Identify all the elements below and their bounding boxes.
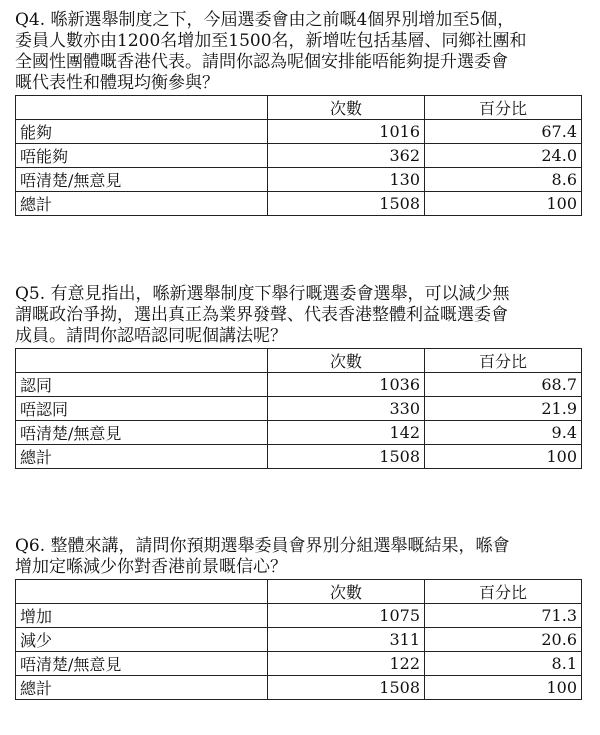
row-count: 1508 [268,676,425,700]
row-percent: 8.1 [425,652,582,676]
row-percent: 20.6 [425,628,582,652]
row-percent: 21.9 [425,397,582,421]
row-label: 唔清楚/無意見 [16,652,268,676]
row-percent: 24.0 [425,144,582,168]
row-label: 唔清楚/無意見 [16,168,268,192]
row-label: 增加 [16,604,268,628]
header-count: 次數 [268,349,425,373]
row-count: 122 [268,652,425,676]
header-percent: 百分比 [425,96,582,120]
table-row [16,604,582,628]
row-percent: 71.3 [425,604,582,628]
results-table [15,95,582,216]
header-blank [16,580,268,604]
row-label: 總計 [16,676,268,700]
table-row-total [16,192,582,216]
header-count: 次數 [268,580,425,604]
row-percent: 68.7 [425,373,582,397]
row-count: 1508 [268,445,425,469]
row-percent: 100 [425,445,582,469]
table-header-row [16,580,582,604]
row-count: 1508 [268,192,425,216]
row-count: 130 [268,168,425,192]
row-count: 311 [268,628,425,652]
row-percent: 100 [425,192,582,216]
row-count: 142 [268,421,425,445]
row-label: 唔認同 [16,397,268,421]
row-label: 認同 [16,373,268,397]
question-text: Q4. 喺新選舉制度之下，今屆選委會由之前嘅4個界別增加至5個， 委員人數亦由1200名增加至1500名，新增咗包括基層、同鄉社團和 全國性團體嘅香港代表。請問你認為呢個安排能唔能夠提升選委會 嘅代表性和體現均衡參與？ [15,10,527,93]
header-count: 次數 [268,96,425,120]
table-row [16,421,582,445]
table-header-row [16,349,582,373]
survey-section-q6 [15,536,587,700]
row-percent: 9.4 [425,421,582,445]
row-count: 330 [268,397,425,421]
table-header-row [16,96,582,120]
row-label: 能夠 [16,120,268,144]
header-blank [16,349,268,373]
row-percent: 67.4 [425,120,582,144]
table-row-total [16,445,582,469]
header-blank [16,96,268,120]
survey-section-q5 [15,284,587,469]
table-row [16,628,582,652]
row-count: 1075 [268,604,425,628]
row-count: 362 [268,144,425,168]
row-percent: 100 [425,676,582,700]
header-percent: 百分比 [425,580,582,604]
row-label: 唔清楚/無意見 [16,421,268,445]
table-row [16,373,582,397]
row-label: 減少 [16,628,268,652]
table-row [16,144,582,168]
table-row-total [16,676,582,700]
table-row [16,168,582,192]
header-percent: 百分比 [425,349,582,373]
row-count: 1016 [268,120,425,144]
row-percent: 8.6 [425,168,582,192]
row-label: 總計 [16,445,268,469]
table-row [16,120,582,144]
table-row [16,652,582,676]
results-table [15,579,582,700]
row-label: 唔能夠 [16,144,268,168]
question-text: Q6. 整體來講，請問你預期選舉委員會界別分組選舉嘅結果，喺會 增加定喺減少你對香港前景嘅信心？ [15,536,510,577]
row-count: 1036 [268,373,425,397]
table-row [16,397,582,421]
results-table [15,348,582,469]
survey-section-q4 [15,10,587,216]
row-label: 總計 [16,192,268,216]
question-text: Q5. 有意見指出，喺新選舉制度下舉行嘅選委會選舉，可以減少無 謂嘅政治爭拗，選出真正為業界發聲、代表香港整體利益嘅選委會 成員。請問你認唔認同呢個講法呢？ [15,284,510,346]
